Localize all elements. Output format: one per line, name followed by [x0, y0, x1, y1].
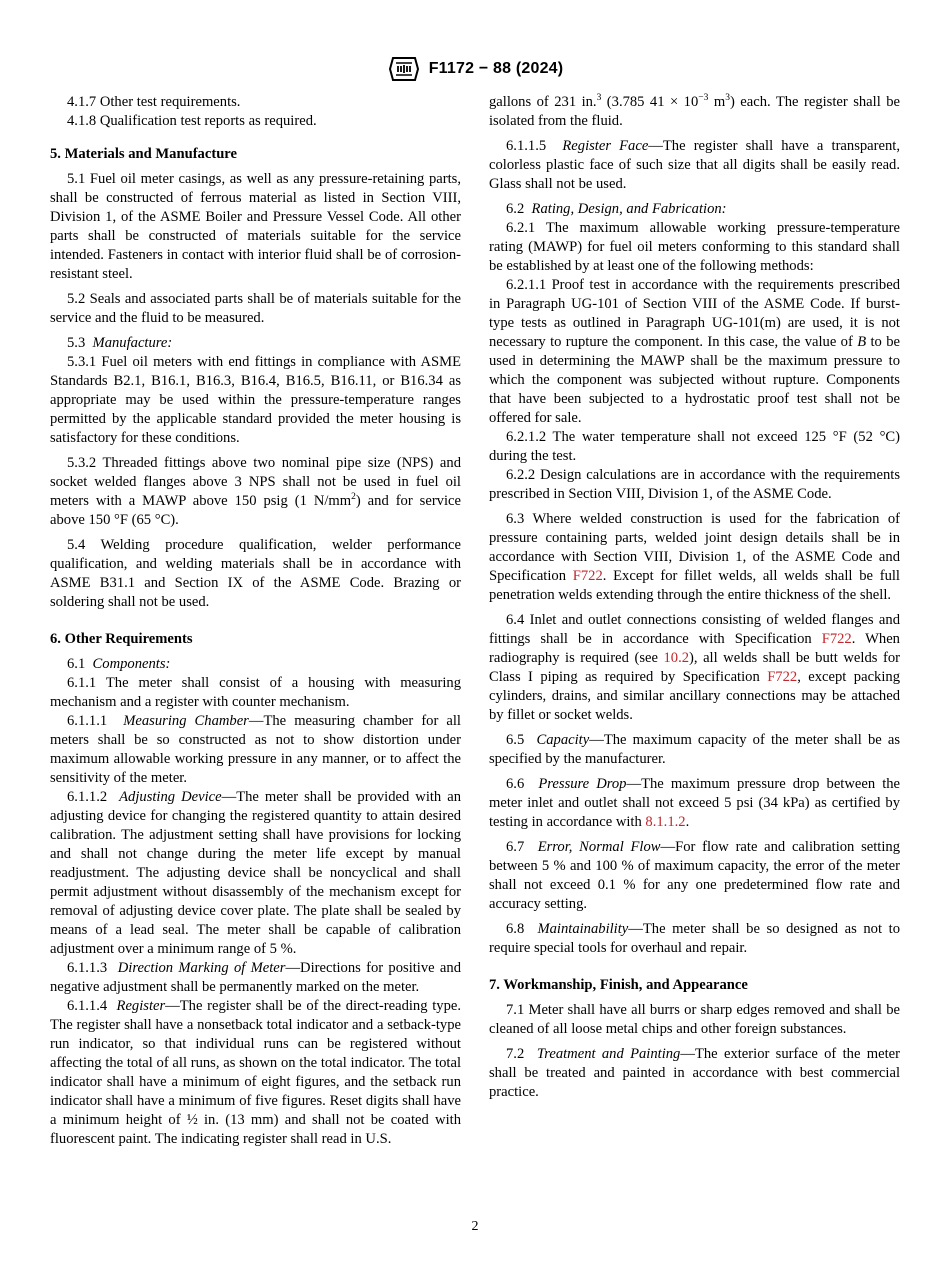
- link-8-1-1-2[interactable]: 8.1.1.2: [645, 814, 686, 830]
- section-6-1-1: 6.1.1 The meter shall consist of a housing with measuring mechanism and a register with counter mechanism.: [50, 675, 461, 710]
- left-column: [50, 93, 461, 1149]
- register-continuation: gallons of 231 in.$^3$ (3.785 $41 \times 10^{-3}$ $m^3$) each. The register shall be isolated from the fluid.: [489, 93, 900, 129]
- section-4-1-8: 4.1.8 Qualification test reports as required.: [67, 113, 317, 129]
- section-6-5: 6.5 Capacity—The maximum capacity of the meter shall be as specified by the manufacturer.: [489, 732, 901, 767]
- section-6-1-1-5: 6.1.1.5 Register Face—The register shall have a transparent, colorless plastic face of such size that all digits shall be easily read. Glass shall not be used.: [489, 138, 900, 192]
- page-number: 2: [471, 1219, 479, 1234]
- section-6-4: 6.4 Inlet and outlet connections consisting of welded flanges and fittings shall be in accordance with Specification F722. When radiography is required (see 10.2), all welds shall be butt welds for Class I piping as required by Specification F722, except packing cylinders, drains, and similar ancillary connections may be attached by fillet or socket welds.: [489, 612, 900, 723]
- document-designation: F1172 − 88 (2024): [428, 60, 564, 77]
- page-header: [0, 54, 950, 84]
- section-5-2: 5.2 Seals and associated parts shall be of materials suitable for the service and the fluid to be measured.: [50, 291, 461, 326]
- link-f722[interactable]: F722: [821, 631, 852, 647]
- section-5-3: 5.3 Manufacture:: [67, 335, 173, 351]
- section-5-4: 5.4 Welding procedure qualification, welder performance qualification, and welding materials shall be in accordance with ASME B31.1 and Section IX of the ASME Code. Brazing or soldering shall not be used.: [50, 537, 461, 610]
- section-5-3-1: 5.3.1 Fuel oil meters with end fittings in compliance with ASME Standards B2.1, B16.1, B16.3, B16.4, B16.5, B16.11, or B16.34 as appropriate may be used within the pressure-temperature ranges permitted by the applicable standard provided the meter housing is satisfactory for these conditions.: [50, 354, 461, 446]
- section-6-6: 6.6 Pressure Drop—The maximum pressure drop between the meter inlet and outlet shall not exceed 5 psi (34 kPa) as certified by testing in accordance with 8.1.1.2.: [489, 776, 901, 830]
- section-6-1: 6.1 Components:: [67, 656, 171, 672]
- section-5-1: 5.1 Fuel oil meter casings, as well as any pressure-retaining parts, shall be constructed of ferrous material as listed in Section VIII, Division 1, of the ASME Boiler and Pressure Vessel Code. All other parts shall be constructed of materials suitable for the service intended. Fasteners in contact with interior fluid shall be of corrosion-resistant steel.: [50, 171, 461, 282]
- link-10-2[interactable]: 10.2: [663, 650, 690, 666]
- section-5-3-2: 5.3.2 Threaded fittings above two nominal pipe size (NPS) and socket welded flanges above 3 NPS shall not be used in fuel oil meters with a MAWP above 150 psig (1 $N/mm^2$) and for service above 150 °F (65 °C).: [50, 455, 461, 528]
- right-column: [489, 93, 900, 1108]
- heading-section-6: 6. Other Requirements: [50, 631, 193, 647]
- section-7-1: 7.1 Meter shall have all burrs or sharp edges removed and shall be cleaned of all loose metal chips and other foreign substances.: [489, 1002, 900, 1037]
- astm-logo-icon: [387, 54, 421, 84]
- section-6-2-1-2: 6.2.1.2 The water temperature shall not exceed 125 °F (52 °C) during the test.: [489, 429, 900, 464]
- section-6-2-1: 6.2.1 The maximum allowable working pressure-temperature rating (MAWP) for fuel oil meters conforming to this standard shall be established by at least one of the following methods:: [489, 220, 900, 274]
- section-6-1-1-4: 6.1.1.4 Register—The register shall be of the direct-reading type. The register shall have a nonsetback total indicator and a setback-type run indicator, so that individual runs can be registered without affecting the total of all runs, as shown on the total indicator. The total indicator shall have a minimum of eight figures, and the setback run indicator shall have a minimum of five figures. Reset digits shall have a minimum height of ½ in. (13 mm) and shall not be coated with fluorescent paint. The indicating register shall read in U.S.: [50, 998, 461, 1147]
- section-7-2: 7.2 Treatment and Painting—The exterior surface of the meter shall be treated and painted in accordance with best commercial practice.: [489, 1046, 900, 1100]
- section-6-2-2: 6.2.2 Design calculations are in accordance with the requirements prescribed in Section VIII, Division 1, of the ASME Code.: [489, 467, 900, 502]
- heading-section-7: 7. Workmanship, Finish, and Appearance: [489, 977, 748, 993]
- section-6-1-1-3: 6.1.1.3 Direction Marking of Meter—Directions for positive and negative adjustment shall be permanently marked on the meter.: [50, 960, 461, 995]
- section-6-1-1-2: 6.1.1.2 Adjusting Device—The meter shall be provided with an adjusting device for changing the registered quantity to attain desired calibration. The adjustment setting shall have provisions for locking and shall not change during the meter life except by manual readjustment. The adjusting device shall be noncyclical and shall permit adjustment without disassembly of the mechanism except for removal of adjusting device cover plate. The plate shall be sealed by means of a lead seal. The meter shall be capable of calibration adjustment over a minimum range of 5 %.: [50, 789, 462, 957]
- link-f722[interactable]: F722: [767, 669, 798, 685]
- section-6-8: 6.8 Maintainability—The meter shall be so designed as not to require special tools for overhaul and repair.: [489, 921, 900, 956]
- section-4-1-7: 4.1.7 Other test requirements.: [67, 94, 241, 110]
- section-6-2-1-1: 6.2.1.1 Proof test in accordance with the requirements prescribed in Paragraph UG-101 of Section VIII of the ASME Code. If burst-type tests as outlined in Paragraph UG-101(m) are used, it is not necessary to rupture the component. In this case, the value of B to be used in determining the MAWP shall be the maximum pressure to which the component was subjected without rupture. Components that have been subjected to a hydrostatic proof test shall not be offered for sale.: [489, 277, 900, 426]
- section-6-7: 6.7 Error, Normal Flow—For flow rate and calibration setting between 5 % and 100 % of maximum capacity, the error of the meter shall not exceed 0.1 % for any one predetermined flow rate and accuracy setting.: [489, 839, 900, 912]
- section-6-1-1-1: 6.1.1.1 Measuring Chamber—The measuring chamber for all meters shall be so constructed as not to show distortion under maximum allowable working pressure in any manner, or to affect the sensitivity of the meter.: [50, 713, 461, 786]
- link-f722[interactable]: F722: [572, 568, 603, 584]
- section-6-2: 6.2 Rating, Design, and Fabrication:: [506, 201, 727, 217]
- heading-section-5: 5. Materials and Manufacture: [50, 146, 237, 162]
- section-6-3: 6.3 Where welded construction is used for the fabrication of pressure containing parts, welded joint design details shall be in accordance with Section VIII, Division 1, of the ASME Code and Specification F722. Except for fillet welds, all welds shall be full penetration welds extending through the entire thickness of the shell.: [489, 511, 900, 603]
